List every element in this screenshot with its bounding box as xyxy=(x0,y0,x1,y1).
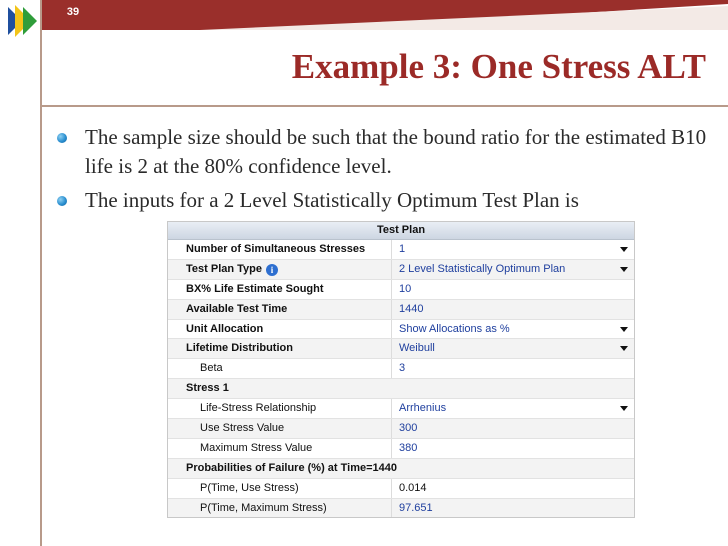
row-label: Use Stress Value xyxy=(168,419,392,438)
lifetime-distribution-dropdown[interactable] xyxy=(392,339,634,358)
test-plan-table xyxy=(167,221,635,518)
header-band xyxy=(0,0,728,30)
row-label: Unit Allocation xyxy=(168,320,392,339)
row-label: Maximum Stress Value xyxy=(168,439,392,458)
row-label: P(Time, Use Stress) xyxy=(168,479,392,498)
row-value: Weibull xyxy=(399,342,435,355)
table-row-lifetime-distribution xyxy=(168,339,634,359)
row-value: 10 xyxy=(399,282,412,295)
title-divider xyxy=(40,105,728,107)
test-plan-type-dropdown[interactable] xyxy=(392,260,634,279)
chevron-down-icon[interactable] xyxy=(620,247,628,252)
presentation-logo-icon xyxy=(6,3,40,41)
table-row-unit-allocation xyxy=(168,320,634,340)
row-value: Show Allocations as % xyxy=(399,322,510,335)
table-header: Test Plan xyxy=(168,222,634,240)
bullet-icon xyxy=(57,133,67,143)
table-row-simultaneous-stresses xyxy=(168,240,634,260)
row-label: Life-Stress Relationship xyxy=(168,399,392,418)
bullet-item xyxy=(55,186,715,215)
info-icon[interactable]: i xyxy=(266,264,278,276)
bullet-text: The sample size should be such that the bound ratio for the estimated B10 life is 2 at the 80% confidence level. xyxy=(85,125,707,178)
slide-number: 39 xyxy=(66,6,80,18)
row-value: 380 xyxy=(399,441,418,454)
table-row-test-plan-type xyxy=(168,260,634,280)
row-label: Available Test Time xyxy=(168,300,392,319)
slide-title: Example 3: One Stress ALT xyxy=(291,47,706,86)
table-row-bx-life xyxy=(168,280,634,300)
table-row-stress-group xyxy=(168,379,634,399)
life-stress-dropdown[interactable] xyxy=(392,399,634,418)
row-value: 3 xyxy=(399,362,406,375)
table-row-life-stress xyxy=(168,399,634,419)
row-label: Test Plan Type xyxy=(186,262,263,275)
row-label: Beta xyxy=(168,359,392,378)
row-value: 97.651 xyxy=(399,501,433,514)
table-row-max-stress xyxy=(168,439,634,459)
chevron-down-icon[interactable] xyxy=(620,327,628,332)
p-max-stress-value xyxy=(392,499,634,518)
bullet-item xyxy=(55,123,715,181)
simultaneous-stresses-dropdown[interactable] xyxy=(392,240,634,259)
table-row-p-max-stress xyxy=(168,499,634,518)
row-value: 1 xyxy=(399,243,406,255)
p-use-stress-value xyxy=(392,479,634,498)
table-row-beta xyxy=(168,359,634,379)
row-value: 1440 xyxy=(399,302,424,315)
chevron-down-icon[interactable] xyxy=(620,346,628,351)
row-value: Arrhenius xyxy=(399,402,447,415)
use-stress-input[interactable] xyxy=(392,419,634,438)
row-label: BX% Life Estimate Sought xyxy=(168,280,392,299)
row-label: Number of Simultaneous Stresses xyxy=(168,240,392,259)
row-label-with-info xyxy=(168,260,392,279)
row-value: 300 xyxy=(399,422,418,435)
chevron-down-icon[interactable] xyxy=(620,267,628,272)
bullet-list xyxy=(55,123,715,220)
bullet-icon xyxy=(57,196,67,206)
table-row-test-time xyxy=(168,300,634,320)
chevron-down-icon[interactable] xyxy=(620,406,628,411)
table-row-failure-probability-group xyxy=(168,459,634,479)
row-label: P(Time, Maximum Stress) xyxy=(168,499,392,518)
max-stress-input[interactable] xyxy=(392,439,634,458)
table-row-p-use-stress xyxy=(168,479,634,499)
left-divider xyxy=(40,0,42,546)
beta-input[interactable] xyxy=(392,359,634,378)
bx-life-input[interactable] xyxy=(392,280,634,299)
table-row-use-stress xyxy=(168,419,634,439)
row-value: 0.014 xyxy=(399,481,427,494)
test-time-input[interactable] xyxy=(392,300,634,319)
row-value: 2 Level Statistically Optimum Plan xyxy=(399,262,566,275)
group-label: Stress 1 xyxy=(186,382,229,395)
group-label: Probabilities of Failure (%) at Time=1440 xyxy=(186,461,398,474)
row-label: Lifetime Distribution xyxy=(168,339,392,358)
unit-allocation-dropdown[interactable] xyxy=(392,320,634,339)
bullet-text: The inputs for a 2 Level Statistically Optimum Test Plan is xyxy=(85,188,579,212)
